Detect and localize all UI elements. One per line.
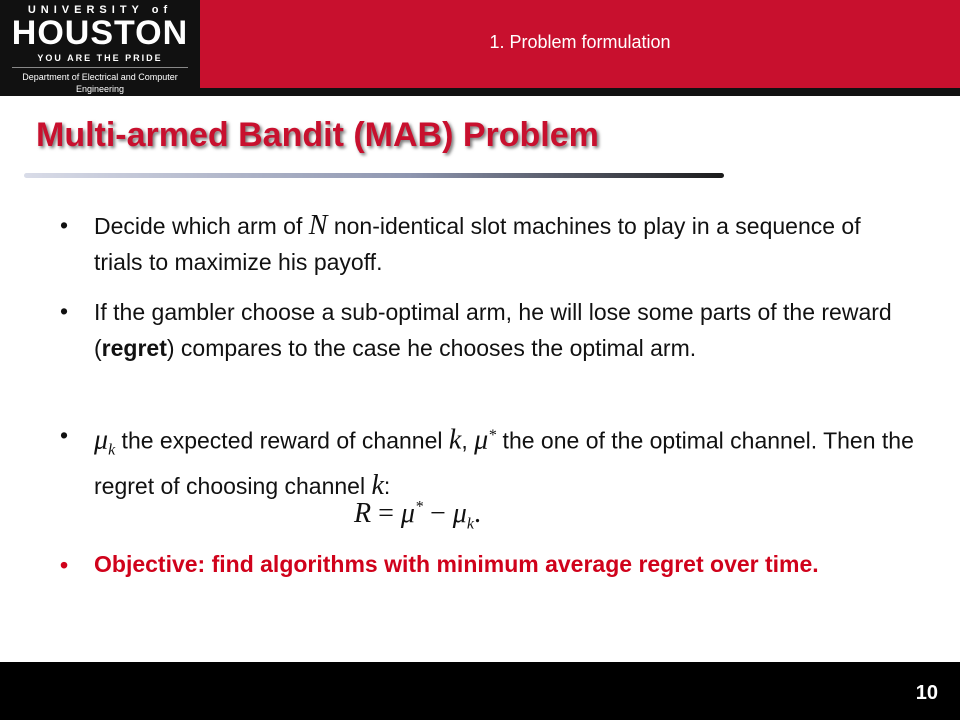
- eq-mu-k: μ: [452, 498, 467, 529]
- eq-minus: −: [422, 498, 453, 529]
- department-label: Department of Electrical and Computer Engineering: [22, 72, 178, 94]
- bullet-3-text: [94, 418, 914, 504]
- logo-tagline: YOU ARE THE PRIDE: [37, 53, 163, 63]
- bullet-2-bold: regret: [101, 335, 167, 361]
- math-var-n: N: [308, 210, 328, 241]
- bullet-dot: •: [60, 422, 69, 448]
- math-sup-star: *: [488, 427, 497, 444]
- eq-lhs: R: [354, 498, 372, 529]
- title-underline: [24, 173, 724, 178]
- logo-divider: [12, 67, 188, 68]
- math-var-k: k: [448, 424, 462, 456]
- page-number: 10: [915, 682, 938, 704]
- bullet-dot: •: [60, 552, 69, 578]
- eq-sup-star: *: [414, 498, 423, 516]
- eq-period: .: [473, 498, 481, 529]
- logo-university-text: UNIVERSITY of: [27, 4, 173, 16]
- eq-equals: =: [371, 498, 401, 529]
- logo-houston-text: HOUSTON: [11, 14, 189, 52]
- bullet-3-part-1: the expected reward of channel: [115, 427, 449, 454]
- bullet-3-part-4: :: [383, 473, 391, 500]
- bullet-1-text: [94, 208, 914, 280]
- bullet-dot: •: [60, 298, 69, 324]
- bullet-1-pre: Decide which arm of: [94, 213, 309, 239]
- footer-bar: [0, 662, 960, 720]
- math-mu-star: μ: [474, 424, 489, 456]
- slide-title: Multi-armed Bandit (MAB) Problem: [36, 116, 599, 154]
- university-logo: [0, 0, 200, 96]
- section-title: 1. Problem formulation: [489, 32, 671, 52]
- bullet-1-post: non-identical slot machines to play in a sequence of trials to maximize his payoff.: [94, 213, 861, 275]
- bullet-2-pre: If the gambler choose a sub-optimal arm, he will lose some parts of the reward (: [94, 299, 892, 361]
- eq-mu-star: μ: [400, 498, 415, 529]
- eq-sub-k: k: [466, 515, 474, 533]
- math-var-k: k: [371, 470, 384, 502]
- bullet-3-part-2: ,: [461, 427, 475, 454]
- math-mu: μ: [94, 424, 109, 456]
- objective-text: Objective: find algorithms with minimum average regret over time.: [94, 551, 819, 577]
- bullet-dot: •: [60, 212, 69, 238]
- math-sub-k: k: [108, 441, 116, 459]
- regret-equation: [354, 498, 481, 534]
- bullet-3-part-3: the one of the optimal channel. Then the regret of choosing channel: [94, 427, 914, 500]
- bullet-2-post: ) compares to the case he chooses the optimal arm.: [166, 335, 697, 361]
- bullet-2-text: [94, 294, 914, 366]
